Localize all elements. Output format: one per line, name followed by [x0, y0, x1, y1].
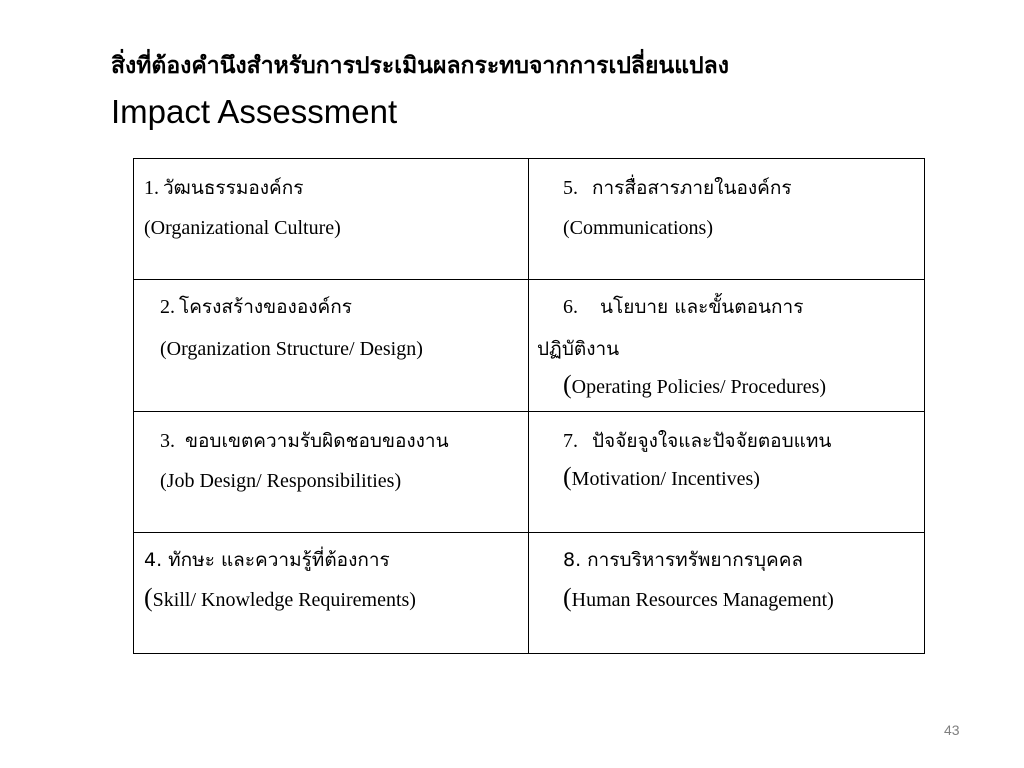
slide-title-thai: สิ่งที่ต้องคำนึงสำหรับการประเมินผลกระทบจากการเปลี่ยนแปลง — [111, 53, 729, 79]
table-row — [134, 533, 925, 654]
item-8-english-line — [563, 585, 834, 613]
item-6-english-line — [563, 372, 826, 400]
table-cell-item-5 — [529, 159, 925, 280]
item-7-thai-line — [563, 428, 831, 454]
item-1-english: (Organizational Culture) — [144, 217, 341, 239]
item-7-english: Motivation/ Incentives) — [571, 468, 760, 490]
item-3-number: 3. — [160, 430, 175, 452]
item-8-thai: การบริหารทรัพยากรบุคคล — [587, 549, 804, 571]
item-4-thai: ทักษะ และความรู้ที่ต้องการ — [168, 549, 390, 571]
table-cell-item-4 — [134, 533, 529, 654]
table-cell-item-8 — [529, 533, 925, 654]
table-cell-item-3 — [134, 412, 529, 533]
table-cell-item-7 — [529, 412, 925, 533]
item-7-paren: ( — [563, 462, 572, 491]
item-7-number: 7. — [563, 430, 578, 452]
item-4-paren: ( — [144, 583, 153, 612]
item-5-number: 5. — [563, 177, 578, 199]
page-number: 43 — [944, 722, 960, 738]
impact-assessment-table — [133, 158, 925, 654]
item-6-number: 6. — [563, 296, 578, 318]
table-row — [134, 412, 925, 533]
table-cell-item-6 — [529, 280, 925, 412]
item-6-paren: ( — [563, 370, 572, 399]
slide-title-english: Impact Assessment — [111, 93, 398, 130]
item-2-thai-line — [160, 294, 352, 320]
item-3-thai: ขอบเขตความรับผิดชอบของงาน — [185, 430, 449, 452]
item-2-english: (Organization Structure/ Design) — [160, 338, 423, 360]
item-7-english-line — [563, 464, 760, 492]
item-1-thai: วัฒนธรรมองค์กร — [163, 177, 304, 199]
item-5-thai-line — [563, 175, 792, 201]
item-3-thai-line — [160, 428, 449, 454]
table-row — [134, 280, 925, 412]
item-4-english-line — [144, 585, 416, 613]
item-6-thai-1: นโยบาย และขั้นตอนการ — [600, 296, 804, 318]
item-4-thai-line — [144, 547, 390, 573]
item-6-thai-line-2: ปฏิบัติงาน — [537, 338, 620, 360]
table-row — [134, 159, 925, 280]
item-8-english: Human Resources Management) — [571, 589, 834, 611]
item-1-number: 1. — [144, 177, 159, 199]
item-7-thai: ปัจจัยจูงใจและปัจจัยตอบแทน — [592, 430, 832, 452]
table-cell-item-2 — [134, 280, 529, 412]
item-6-english: Operating Policies/ Procedures) — [571, 376, 827, 398]
item-5-english: (Communications) — [563, 217, 713, 239]
item-8-number: 8. — [563, 549, 582, 571]
item-2-number: 2. — [160, 296, 175, 318]
item-3-english: (Job Design/ Responsibilities) — [160, 470, 402, 492]
item-8-thai-line — [563, 547, 803, 573]
item-4-english: Skill/ Knowledge Requirements) — [152, 589, 416, 611]
item-2-thai: โครงสร้างขององค์กร — [179, 296, 352, 318]
item-1-thai-line — [144, 175, 303, 201]
table-cell-item-1 — [134, 159, 529, 280]
item-4-number: 4. — [144, 549, 163, 571]
item-8-paren: ( — [563, 583, 572, 612]
item-5-thai: การสื่อสารภายในองค์กร — [592, 177, 792, 199]
item-6-thai-line-1 — [563, 294, 803, 320]
